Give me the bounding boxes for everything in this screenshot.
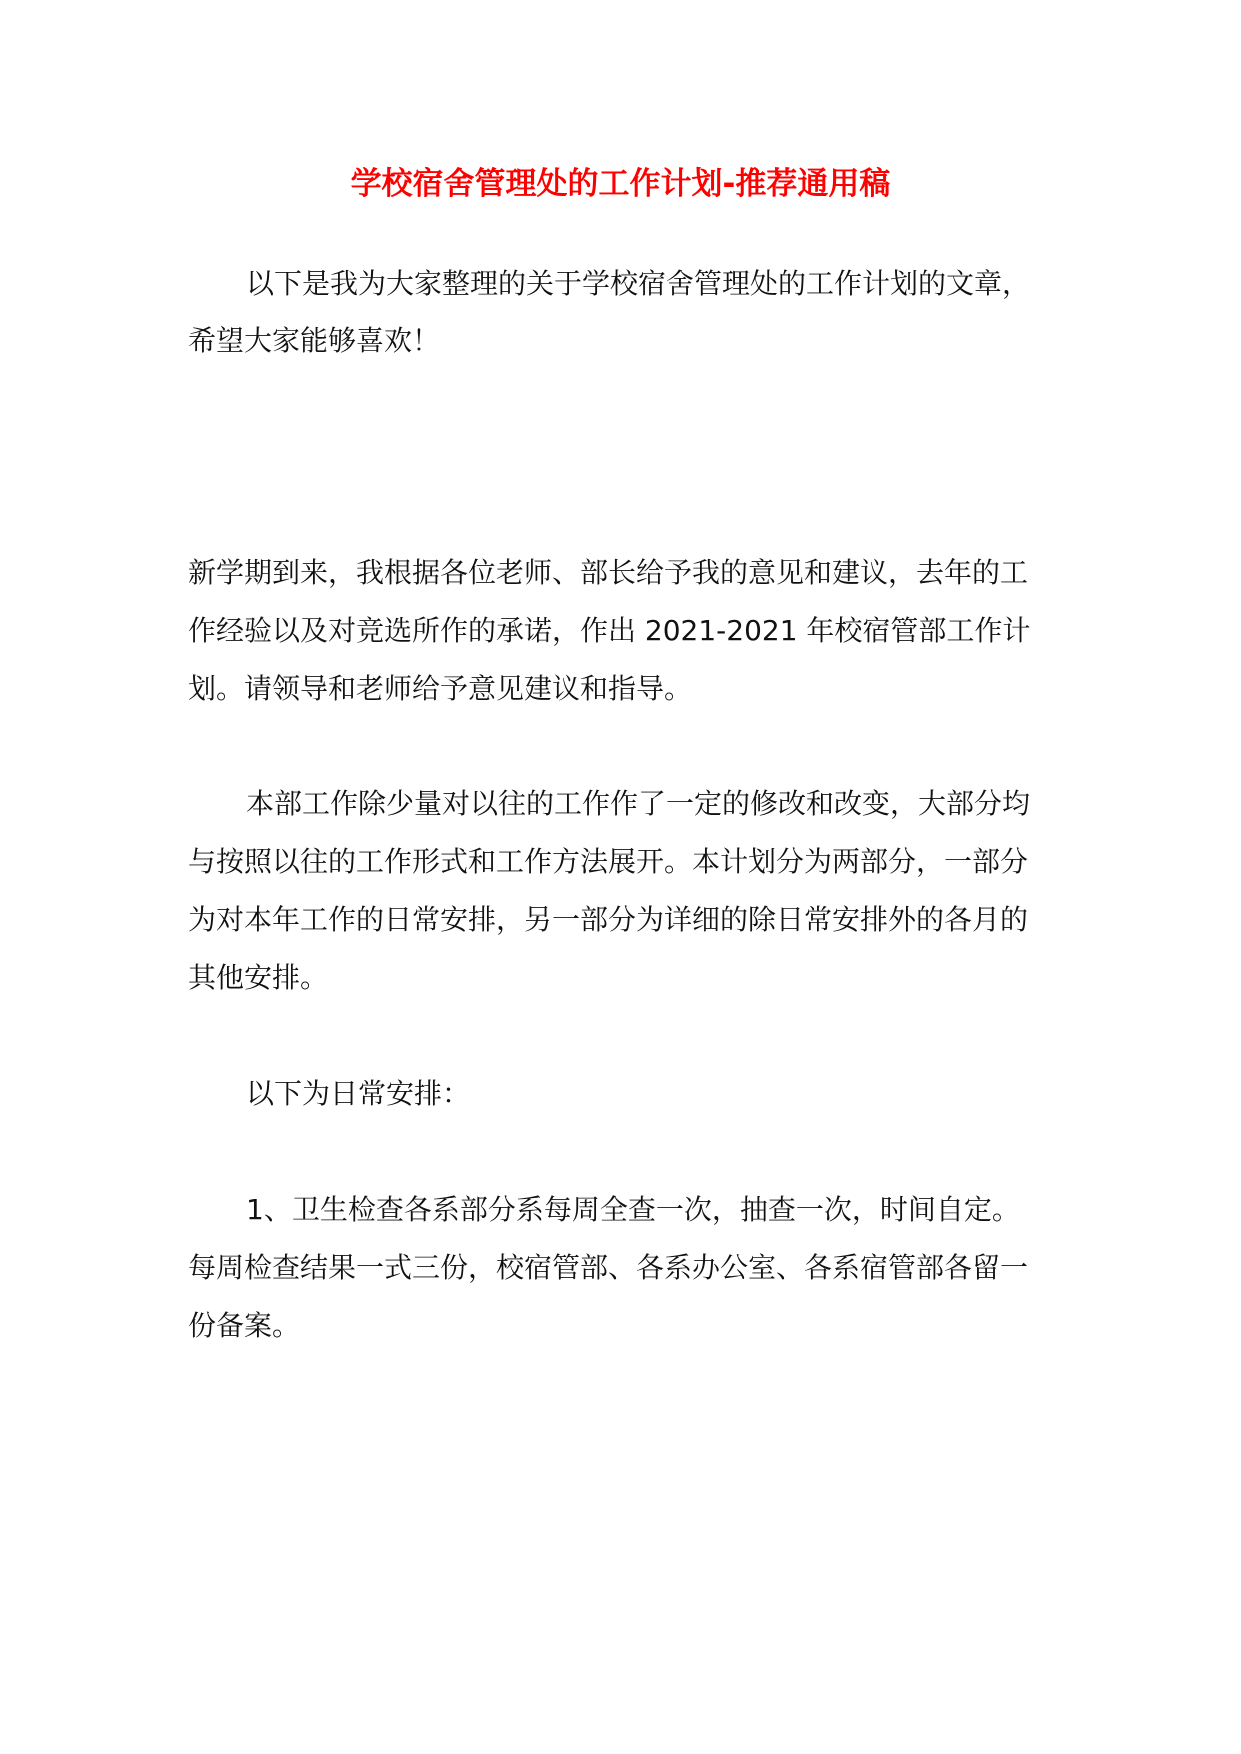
- paragraph-3-line-3: 为对本年工作的日常安排，另一部分为详细的除日常安排外的各月的: [188, 903, 1029, 936]
- paragraph-5-line-3: 份备案。: [188, 1309, 301, 1342]
- paragraph-1-line-1: 以下是我为大家整理的关于学校宿舍管理处的工作计划的文章，: [246, 267, 1031, 300]
- paragraph-3-line-1: 本部工作除少量对以往的工作作了一定的修改和改变，大部分均: [246, 787, 1031, 820]
- paragraph-5-line-1: 1、卫生检查各系部分系每周全查一次，抽查一次，时间自定。: [246, 1193, 1020, 1226]
- paragraph-3-line-4: 其他安排。: [188, 961, 329, 994]
- paragraph-5-line-2: 每周检查结果一式三份，校宿管部、各系办公室、各系宿管部各留一: [188, 1251, 1029, 1284]
- paragraph-1-line-2: 希望大家能够喜欢！: [188, 324, 441, 357]
- paragraph-4-line-1: 以下为日常安排：: [246, 1077, 471, 1110]
- paragraph-3-line-2: 与按照以往的工作形式和工作方法展开。本计划分为两部分，一部分: [188, 845, 1029, 878]
- paragraph-2-line-2: 作经验以及对竞选所作的承诺，作出 2021-2021 年校宿管部工作计: [188, 614, 1031, 647]
- paragraph-2-line-3: 划。请领导和老师给予意见建议和指导。: [188, 672, 693, 705]
- paragraph-2-line-1: 新学期到来，我根据各位老师、部长给予我的意见和建议，去年的工: [188, 556, 1029, 589]
- document-title: 学校宿舍管理处的工作计划-推荐通用稿: [350, 166, 891, 202]
